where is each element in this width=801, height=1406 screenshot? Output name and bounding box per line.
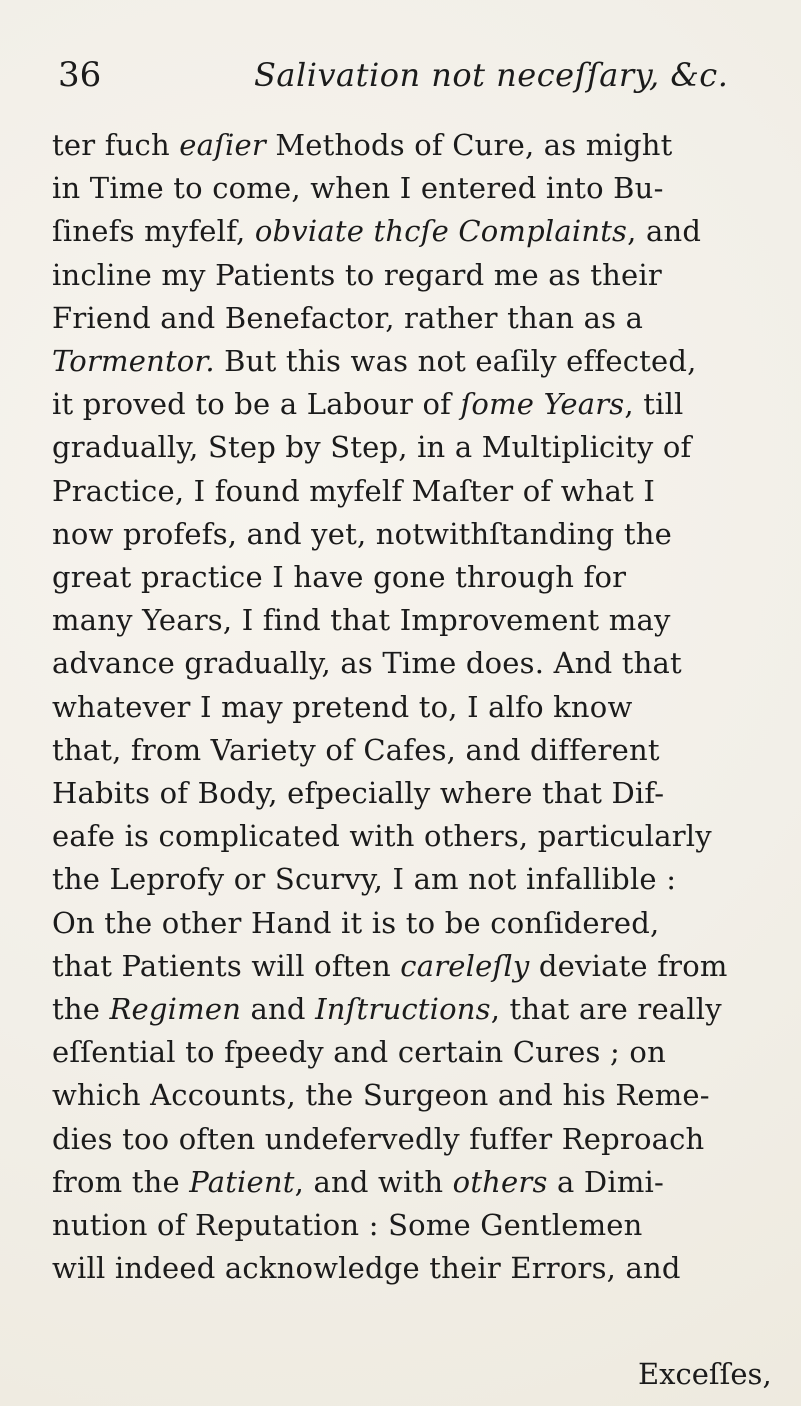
text-line [52, 599, 772, 642]
text-run: will indeed acknowledge their Errors, and [52, 1251, 681, 1286]
text-line [52, 815, 772, 858]
text-line [52, 772, 772, 815]
text-run: advance gradually, as Time does. And that [52, 646, 682, 681]
text-run: On the other Hand it is to be conſidered, [52, 905, 660, 940]
text-line [52, 1204, 772, 1247]
text-run: ter fuch [52, 128, 180, 162]
text-line [52, 210, 772, 253]
italic-text: ſome Years [460, 387, 625, 422]
text-run: incline my Patients to regard me as their [52, 257, 662, 292]
text-run: , and [627, 214, 702, 249]
text-line [52, 988, 772, 1031]
text-run: eafe is complicated with others, particularly [52, 819, 712, 854]
text-run: deviate from [529, 948, 728, 983]
text-run: But this was not eaſily effected, [214, 344, 697, 378]
text-run: gradually, Step by Step, in a Multiplicity of [52, 430, 692, 465]
text-line [52, 254, 772, 297]
text-run: Friend and Benefactor, rather than as a [52, 300, 644, 335]
text-run: Practice, I found myfelf Maſter of what I [52, 473, 656, 508]
text-line [52, 1074, 772, 1117]
text-line [52, 1118, 772, 1161]
italic-text: Inſtructions [315, 992, 491, 1026]
text-run: in Time to come, when I entered into Bu- [52, 171, 664, 206]
text-line [52, 729, 772, 772]
text-run: many Years, I find that Improvement may [52, 603, 671, 638]
text-run: it proved to be a Labour of [52, 387, 461, 422]
italic-text: Regimen [109, 992, 242, 1026]
text-run: now profefs, and yet, notwithſtanding the [52, 516, 672, 551]
text-line [52, 945, 772, 988]
text-line [52, 383, 772, 426]
italic-text: eaſier [179, 128, 266, 162]
running-title: Salivation not neceſſary, &c. [254, 56, 729, 94]
italic-text: careleſly [400, 948, 530, 983]
text-line [52, 1161, 772, 1204]
text-line [52, 1031, 772, 1074]
text-line [52, 556, 772, 599]
text-run: ſinefs myfelf, [52, 214, 255, 249]
text-run: a Dimi- [547, 1164, 665, 1199]
page-number: 36 [58, 55, 102, 95]
text-run: eſſential to fpeedy and certain Cures ; on [52, 1035, 666, 1070]
italic-text: Patient [189, 1164, 295, 1199]
text-line [52, 470, 772, 513]
text-run: , and with [294, 1164, 453, 1199]
text-run: and [241, 992, 316, 1026]
italic-text: obviate thcſe Complaints [254, 214, 628, 249]
text-line [52, 513, 772, 556]
text-run: dies too often undefervedly fuffer Reproach [52, 1121, 705, 1156]
text-run: from the [52, 1164, 190, 1199]
text-run: , till [624, 387, 684, 422]
text-run: whatever I may pretend to, I alfo know [52, 689, 633, 724]
text-run: , that are really [490, 992, 722, 1026]
page-header [58, 50, 758, 110]
catchword: Exceſſes, [638, 1357, 772, 1391]
text-line [52, 167, 772, 210]
text-run: Methods of Cure, as might [265, 128, 673, 162]
text-line [52, 1247, 772, 1290]
text-line [52, 686, 772, 729]
text-line [52, 858, 772, 901]
italic-text: others [452, 1164, 548, 1199]
text-run: Habits of Body, efpecially where that Dif- [52, 776, 665, 810]
italic-text: Tormentor. [52, 344, 215, 378]
text-run: which Accounts, the Surgeon and his Reme- [52, 1078, 710, 1113]
text-line [52, 297, 772, 340]
text-run: the Leprofy or Scurvy, I am not infallible : [52, 862, 677, 897]
text-run: that, from Variety of Cafes, and different [52, 732, 660, 767]
text-run: that Patients will often [52, 948, 401, 983]
text-line [52, 124, 772, 167]
text-run: great practice I have gone through for [52, 560, 627, 594]
text-line [52, 426, 772, 469]
text-line [52, 902, 772, 945]
text-run: the [52, 992, 110, 1026]
text-line [52, 340, 772, 383]
text-line [52, 642, 772, 685]
text-run: nution of Reputation : Some Gentlemen [52, 1208, 643, 1242]
